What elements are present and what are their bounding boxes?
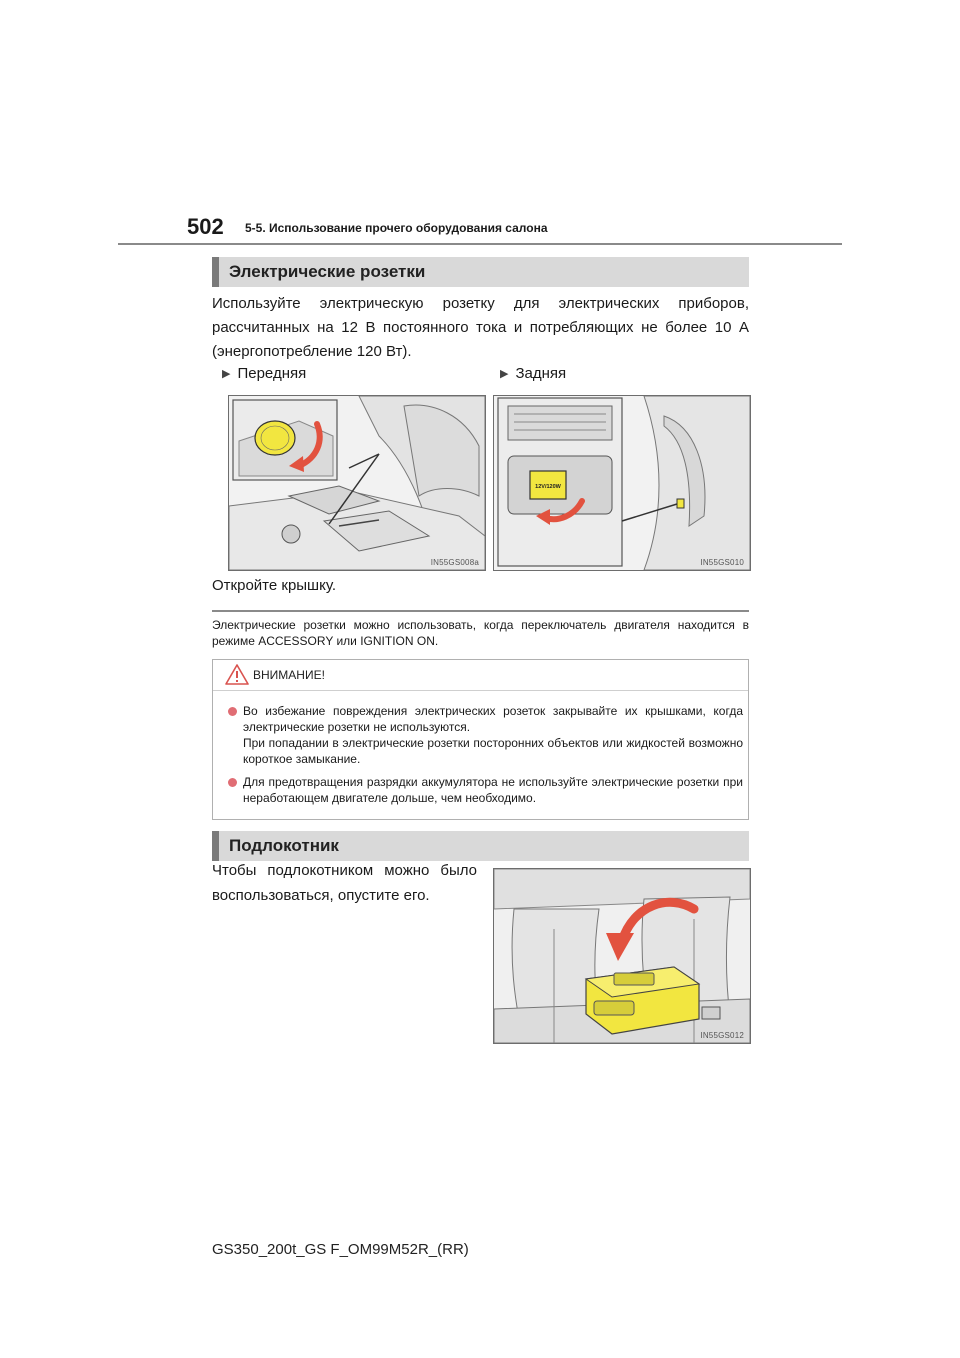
triangle-bullet-icon: ▶ <box>500 368 509 380</box>
armrest-figure-code: IN55GS012 <box>700 1031 744 1040</box>
note-rule <box>212 610 749 612</box>
rear-figure-code: IN55GS010 <box>700 558 744 567</box>
bullet-icon <box>228 707 237 716</box>
warning-divider <box>213 690 748 691</box>
section-header: 5-5. Использование прочего оборудования салона <box>245 221 548 235</box>
front-label <box>222 365 306 382</box>
front-figure-code: IN55GS008a <box>430 558 479 567</box>
armrest-illustration <box>493 868 751 1044</box>
rear-label-text: Задняя <box>515 365 567 382</box>
socket-lid-label: 12V/120W <box>535 484 561 490</box>
sockets-intro: Используйте электрическую розетку для электрических приборов, рассчитанных на 12 В постоянного тока и потребляющих не более 10 А (энергопотребление 120 Вт). <box>212 295 749 360</box>
warning-item-1-continued: При попадании в электрические розетки посторонних объектов или жидкостей возможно короткое замыкание. <box>243 736 743 766</box>
warning-title: ВНИМАНИЕ! <box>253 668 325 682</box>
section-title-sockets <box>212 257 749 287</box>
front-label-text: Передняя <box>237 365 307 382</box>
section-title-armrest-text: Подлокотник <box>229 836 339 855</box>
armrest-drawing <box>494 869 750 1043</box>
warning-triangle-icon <box>225 664 249 685</box>
warning-box <box>212 659 749 820</box>
front-socket-illustration <box>228 395 486 571</box>
page-number: 502 <box>187 214 224 239</box>
section-title-armrest <box>212 831 749 861</box>
rear-label <box>500 365 566 382</box>
open-lid-caption: Откройте крышку. <box>212 577 336 594</box>
warning-item-1: Во избежание повреждения электрических розеток закрывайте их крышками, когда электрические розетки не используются. <box>243 704 743 734</box>
triangle-bullet-icon: ▶ <box>222 368 231 380</box>
header-rule <box>118 243 842 245</box>
bullet-icon <box>228 778 237 787</box>
section-title-sockets-text: Электрические розетки <box>229 262 426 281</box>
warning-item-2: Для предотвращения разрядки аккумулятора не используйте электрические розетки при неработающем двигателе дольше, чем необходимо. <box>243 775 743 805</box>
armrest-instruction: Чтобы подлокотником можно было воспользоваться, опустите его. <box>212 862 477 904</box>
rear-socket-drawing <box>494 396 750 570</box>
footer-model-code: GS350_200t_GS F_OM99M52R_(RR) <box>212 1241 469 1258</box>
rear-socket-illustration <box>493 395 751 571</box>
front-socket-drawing <box>229 396 485 570</box>
sockets-note: Электрические розетки можно использовать, когда переключатель двигателя находится в режиме ACCESSORY или IGNITION ON. <box>212 618 749 648</box>
